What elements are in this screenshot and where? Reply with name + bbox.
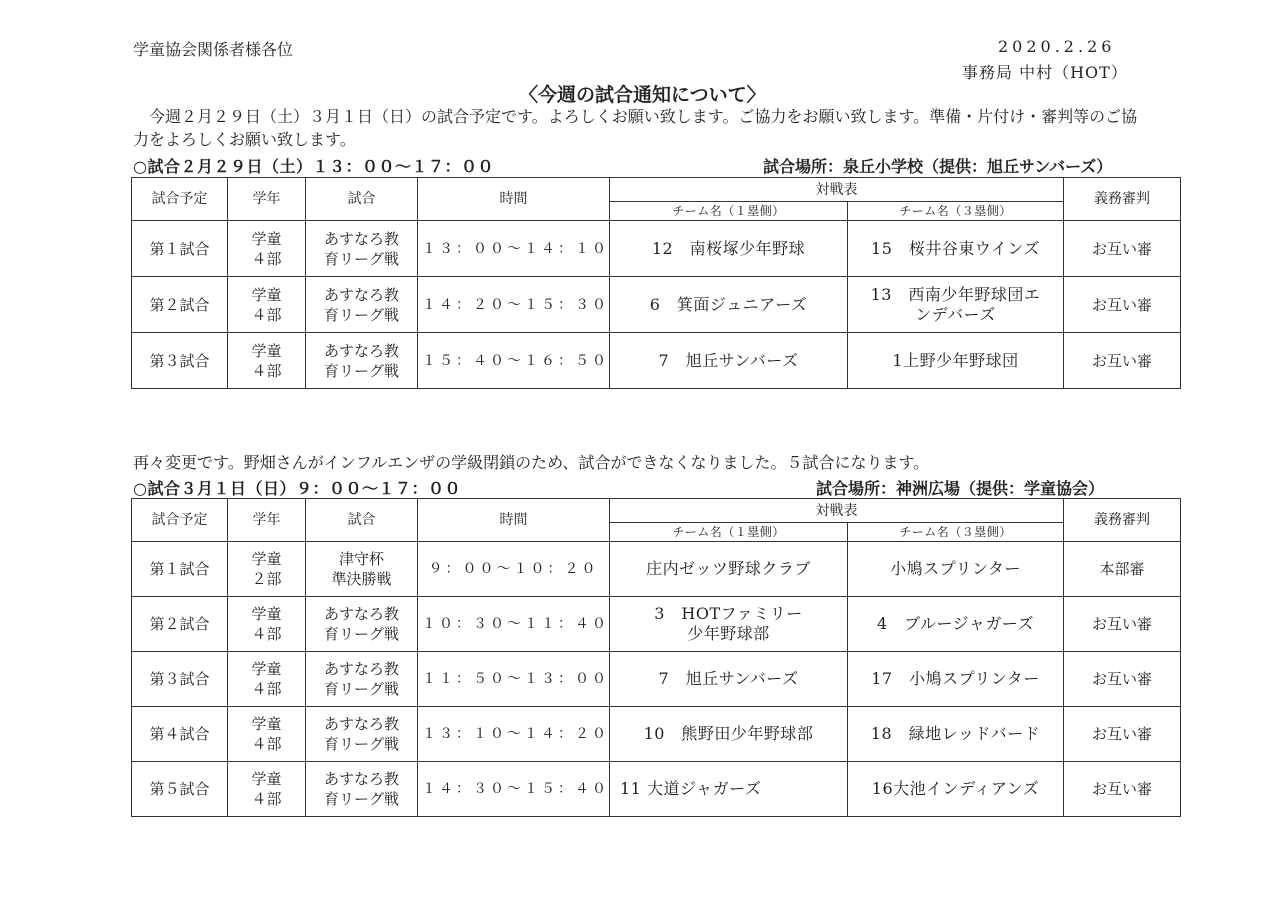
umpire-cell: お互い審 (1064, 652, 1181, 707)
time-cell: １５：４０～１６：５０ (418, 333, 610, 389)
team-third-base: 18 緑地レッドバード (848, 707, 1064, 762)
team-third-base: 15 桜井谷東ウインズ (848, 221, 1064, 277)
umpire-cell: お互い審 (1064, 707, 1181, 762)
header-grade: 学年 (228, 178, 306, 221)
grade-cell: 学童 ４部 (228, 333, 306, 389)
time-cell: １１：５０～１３：００ (418, 652, 610, 707)
team-third-base: 17 小鳩スプリンター (848, 652, 1064, 707)
match-number: 第５試合 (132, 762, 228, 817)
time-cell: １４：２０～１５：３０ (418, 277, 610, 333)
umpire-cell: お互い審 (1064, 762, 1181, 817)
team-first-base: 庄内ゼッツ野球クラブ (610, 542, 848, 597)
table-row (132, 542, 1181, 597)
header-team1: チーム名（１塁側） (610, 523, 848, 542)
umpire-cell: お互い審 (1064, 333, 1181, 389)
team-first-base: 7 旭丘サンバーズ (610, 333, 848, 389)
match-number: 第３試合 (132, 333, 228, 389)
match-number: 第３試合 (132, 652, 228, 707)
header-umpire: 義務審判 (1064, 499, 1181, 542)
header-matchup: 対戦表 (610, 499, 1064, 523)
umpire-cell: お互い審 (1064, 221, 1181, 277)
table-row (132, 707, 1181, 762)
table-row (132, 221, 1181, 277)
header-grade: 学年 (228, 499, 306, 542)
team-third-base: 16大池インディアンズ (848, 762, 1064, 817)
header-match: 試合 (306, 178, 418, 221)
header-team3: チーム名（３塁側） (848, 202, 1064, 221)
match-name: あすなろ教 育リーグ戦 (306, 652, 418, 707)
umpire-cell: お互い審 (1064, 277, 1181, 333)
header-matchup: 対戦表 (610, 178, 1064, 202)
team-first-base: 10 熊野田少年野球部 (610, 707, 848, 762)
match-name: あすなろ教 育リーグ戦 (306, 762, 418, 817)
match-name: あすなろ教 育リーグ戦 (306, 597, 418, 652)
day1-schedule-table (131, 177, 1181, 389)
match-name: あすなろ教 育リーグ戦 (306, 333, 418, 389)
table-row (132, 652, 1181, 707)
team-first-base: 11 大道ジャガーズ (610, 762, 848, 817)
table-row (132, 333, 1181, 389)
header-time: 時間 (418, 178, 610, 221)
match-name: あすなろ教 育リーグ戦 (306, 707, 418, 762)
time-cell: １３：００～１４：１０ (418, 221, 610, 277)
day1-venue: 試合場所：泉丘小学校（提供：旭丘サンバーズ） (763, 157, 1113, 176)
table-row (132, 277, 1181, 333)
time-cell: １０：３０～１１：４０ (418, 597, 610, 652)
day2-schedule-table (131, 498, 1181, 817)
team-third-base: 4 ブルージャガーズ (848, 597, 1064, 652)
header-team1: チーム名（１塁側） (610, 202, 848, 221)
change-notice: 再々変更です。野畑さんがインフルエンザの学級閉鎖のため、試合ができなくなりました。５試合になります。 (133, 453, 930, 472)
match-number: 第２試合 (132, 597, 228, 652)
team-first-base: 7 旭丘サンバーズ (610, 652, 848, 707)
header-match: 試合 (306, 499, 418, 542)
grade-cell: 学童 ４部 (228, 652, 306, 707)
match-name: 津守杯 準決勝戦 (306, 542, 418, 597)
team-third-base: 13 西南少年野球団エ ンデバーズ (848, 277, 1064, 333)
grade-cell: 学童 ４部 (228, 597, 306, 652)
day2-heading: ○試合３月１日（日）９：００～１７：００ (133, 479, 461, 498)
time-cell: １４：３０～１５：４０ (418, 762, 610, 817)
document-date: 2020.2.26 (998, 37, 1116, 56)
header-schedule: 試合予定 (132, 178, 228, 221)
match-number: 第２試合 (132, 277, 228, 333)
umpire-cell: 本部審 (1064, 542, 1181, 597)
match-number: 第１試合 (132, 542, 228, 597)
grade-cell: 学童 ２部 (228, 542, 306, 597)
match-name: あすなろ教 育リーグ戦 (306, 221, 418, 277)
header-umpire: 義務審判 (1064, 178, 1181, 221)
team-first-base: 6 箕面ジュニアーズ (610, 277, 848, 333)
match-name: あすなろ教 育リーグ戦 (306, 277, 418, 333)
grade-cell: 学童 ４部 (228, 221, 306, 277)
team-third-base: 1上野少年野球団 (848, 333, 1064, 389)
match-number: 第１試合 (132, 221, 228, 277)
umpire-cell: お互い審 (1064, 597, 1181, 652)
table-row (132, 762, 1181, 817)
day1-heading: ○試合２月２９日（土）１３：００～１７：００ (133, 157, 494, 176)
header-schedule: 試合予定 (132, 499, 228, 542)
team-first-base: 12 南桜塚少年野球 (610, 221, 848, 277)
header-team3: チーム名（３塁側） (848, 523, 1064, 542)
header-time: 時間 (418, 499, 610, 542)
day2-venue: 試合場所：神洲広場（提供：学童協会） (816, 479, 1105, 498)
time-cell: ９：００～１０：２０ (418, 542, 610, 597)
document-title: 〈今週の試合通知について〉 (519, 84, 766, 106)
match-number: 第４試合 (132, 707, 228, 762)
grade-cell: 学童 ４部 (228, 277, 306, 333)
grade-cell: 学童 ４部 (228, 762, 306, 817)
grade-cell: 学童 ４部 (228, 707, 306, 762)
team-third-base: 小鳩スプリンター (848, 542, 1064, 597)
team-first-base: 3 HOTファミリー 少年野球部 (610, 597, 848, 652)
addressee: 学童協会関係者様各位 (133, 40, 294, 59)
time-cell: １３：１０～１４：２０ (418, 707, 610, 762)
table-row (132, 597, 1181, 652)
intro-paragraph: 今週２月２９日（土）３月１日（日）の試合予定です。よろしくお願い致します。ご協力をお願い致します。準備・片付け・審判等のご協力をよろしくお願い致します。 (133, 107, 1138, 149)
sender: 事務局 中村（HOT） (962, 63, 1128, 82)
